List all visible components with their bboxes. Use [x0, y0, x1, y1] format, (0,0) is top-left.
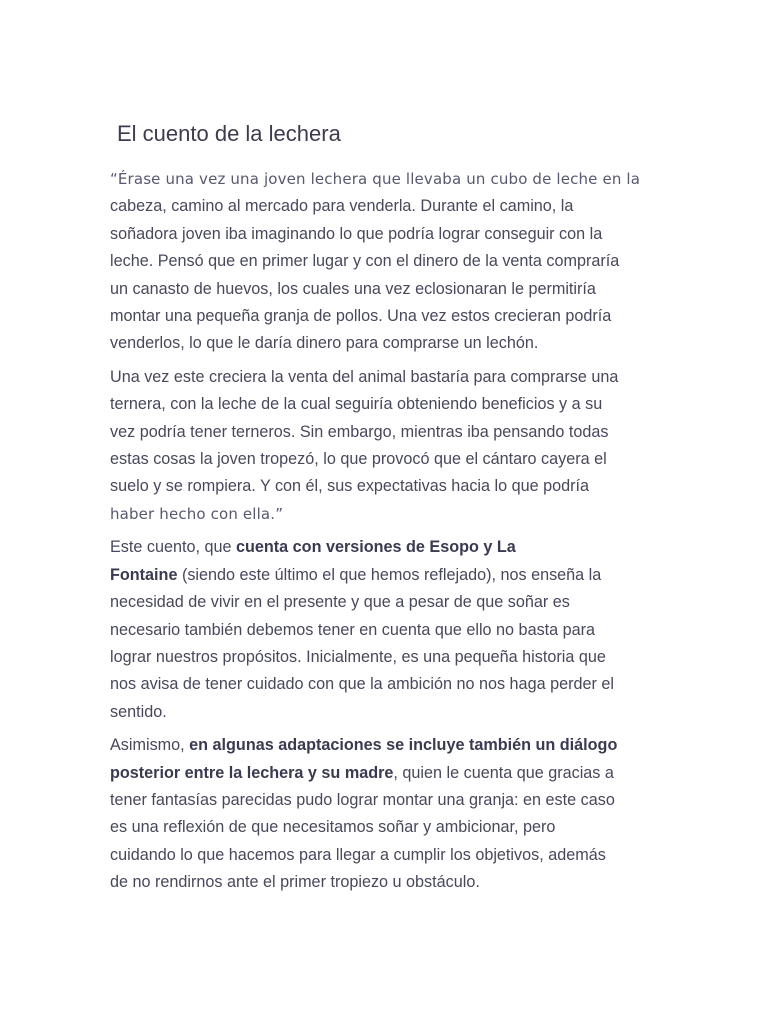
text-line: nos avisa de tener cuidado con que la ambición no nos haga perder el: [110, 675, 614, 694]
paragraph-story-part-1: [110, 166, 670, 358]
text-line: es una reflexión de que necesitamos soñar y ambicionar, pero: [110, 818, 556, 837]
plain-text: (siendo este último el que hemos reflejado), nos enseña la: [177, 565, 602, 584]
text-line: vez podría tener terneros. Sin embargo, mientras iba pensando todas: [110, 422, 609, 441]
text-line: sentido.: [110, 702, 167, 721]
text-line: cabeza, camino al mercado para venderla. Durante el camino, la: [110, 197, 574, 216]
text-line: [110, 732, 670, 759]
text-line: tener fantasías parecidas pudo lograr montar una granja: en este caso: [110, 790, 615, 809]
paragraph-story-part-2: [110, 364, 670, 528]
plain-text: Asimismo,: [110, 736, 190, 755]
text-line: montar una pequeña granja de pollos. Una vez estos crecieran podría: [110, 307, 612, 326]
text-line: [110, 562, 670, 589]
text-line: soñadora joven iba imaginando lo que podría lograr conseguir con la: [110, 224, 603, 243]
paragraph-moral: [110, 534, 670, 726]
text-line: [110, 760, 670, 787]
document-body: [110, 166, 670, 903]
text-line: de no rendirnos ante el primer tropiezo u obstáculo.: [110, 873, 480, 892]
text-line: “Érase una vez una joven lechera que llevaba un cubo de leche en la: [110, 170, 641, 188]
text-line: necesidad de vivir en el presente y que a pesar de que soñar es: [110, 593, 570, 612]
text-line: venderlos, lo que le daría dinero para comprarse un lechón.: [110, 334, 539, 353]
text-line: lograr nuestros propósitos. Inicialmente, es una pequeña historia que: [110, 647, 606, 666]
text-line: cuidando lo que hacemos para llegar a cumplir los objetivos, además: [110, 845, 606, 864]
text-line: haber hecho con ella.”: [110, 504, 284, 523]
text-line: estas cosas la joven tropezó, lo que provocó que el cántaro cayera el: [110, 450, 607, 469]
bold-text: cuenta con versiones de Esopo y La: [236, 538, 516, 557]
bold-text: Fontaine: [110, 565, 178, 584]
text-line: Una vez este creciera la venta del animal bastaría para comprarse una: [110, 367, 619, 386]
text-line: suelo y se rompiera. Y con él, sus expectativas hacia lo que podría: [110, 477, 590, 496]
text-line: [110, 534, 670, 561]
text-line: leche. Pensó que en primer lugar y con el dinero de la venta compraría: [110, 252, 620, 271]
text-line: un canasto de huevos, los cuales una vez eclosionaran le permitiría: [110, 279, 596, 298]
plain-text: , quien le cuenta que gracias a: [393, 763, 614, 782]
paragraph-adaptations: [110, 732, 670, 896]
text-line: ternera, con la leche de la cual seguiría obteniendo beneficios y a su: [110, 395, 603, 414]
bold-text: en algunas adaptaciones se incluye también un diálogo: [189, 736, 618, 755]
document-title: El cuento de la lechera: [117, 121, 341, 146]
plain-text: Este cuento, que: [110, 538, 236, 557]
bold-text: posterior entre la lechera y su madre: [110, 763, 394, 782]
text-line: necesario también debemos tener en cuenta que ello no basta para: [110, 620, 596, 639]
